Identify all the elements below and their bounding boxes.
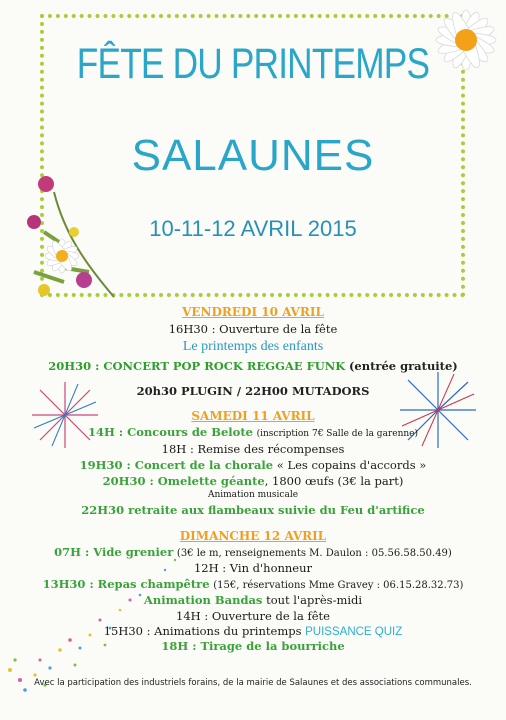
friday-separator: / bbox=[236, 384, 242, 398]
friday-line-2: Le printemps des enfants bbox=[182, 339, 324, 354]
sunday-line-7: 18H : Tirage de la bourriche bbox=[161, 639, 345, 653]
friday-header: VENDREDI 10 AVRIL bbox=[182, 305, 324, 319]
sunday-animations: 15H30 : Animations du printemps bbox=[103, 624, 302, 638]
sunday-line-1 bbox=[0, 545, 506, 559]
sunday-line-5: 14H : Ouverture de la fête bbox=[176, 609, 330, 623]
poster-title: FÊTE DU PRINTEMPS bbox=[76, 40, 430, 88]
saturday-omelette: 20H30 : Omelette géante bbox=[102, 474, 265, 488]
friday-band-2: MUTADORS bbox=[291, 384, 370, 398]
saturday-chorale-name: « Les copains d'accords » bbox=[276, 458, 427, 472]
saturday-line-6: 22H30 retraite aux flambeaux suivie du Feu d'artifice bbox=[81, 503, 425, 517]
friday-line-3 bbox=[0, 359, 506, 373]
friday-time-2: 22H00 bbox=[245, 384, 288, 398]
saturday-chorale: 19H30 : Concert de la chorale bbox=[79, 458, 274, 472]
saturday-header: SAMEDI 11 AVRIL bbox=[191, 409, 315, 423]
saturday-line-3 bbox=[0, 458, 506, 472]
sunday-repas-note: (15€, réservations Mme Gravey : 06.15.28.32.73) bbox=[213, 580, 464, 591]
sunday-header: DIMANCHE 12 AVRIL bbox=[179, 529, 327, 543]
sunday-line-4 bbox=[0, 593, 506, 607]
town-name: SALAUNES bbox=[131, 131, 375, 180]
friday-line-4 bbox=[0, 384, 506, 398]
sunday-vide-grenier-note: (3€ le m, renseignements M. Daulon : 05.56.58.50.49) bbox=[176, 548, 452, 559]
sunday-bandas-note: tout l'après-midi bbox=[266, 593, 363, 607]
sunday-line-3 bbox=[0, 577, 506, 591]
sunday-quiz: PUISSANCE QUIZ bbox=[305, 626, 403, 638]
sunday-line-6 bbox=[0, 624, 506, 638]
friday-band-1: PLUGIN bbox=[180, 384, 233, 398]
saturday-belote-note: (inscription 7€ Salle de la garenne) bbox=[256, 429, 418, 439]
sunday-bandas: Animation Bandas bbox=[143, 593, 263, 607]
sunday-vide-grenier: 07H : Vide grenier bbox=[54, 545, 174, 559]
friday-concert-note: (entrée gratuite) bbox=[348, 359, 458, 373]
saturday-line-2: 18H : Remise des récompenses bbox=[161, 442, 345, 456]
event-dates: 10-11-12 AVRIL 2015 bbox=[149, 216, 357, 241]
sunday-line-2: 12H : Vin d'honneur bbox=[193, 561, 313, 575]
saturday-line-4 bbox=[0, 474, 506, 488]
saturday-belote: 14H : Concours de Belote bbox=[88, 425, 253, 439]
saturday-line-5: Animation musicale bbox=[207, 490, 299, 500]
friday-line-1: 16H30 : Ouverture de la fête bbox=[168, 322, 338, 336]
friday-time-1: 20h30 bbox=[136, 384, 177, 398]
saturday-line-1 bbox=[0, 425, 506, 439]
saturday-omelette-note: , 1800 œufs (3€ la part) bbox=[264, 474, 404, 488]
sunday-repas: 13H30 : Repas champêtre bbox=[42, 577, 210, 591]
footer-note: Avec la participation des industriels forains, de la mairie de Salaunes et des associations communales. bbox=[34, 678, 472, 688]
friday-concert: 20H30 : CONCERT POP ROCK REGGAE FUNK bbox=[48, 359, 346, 373]
